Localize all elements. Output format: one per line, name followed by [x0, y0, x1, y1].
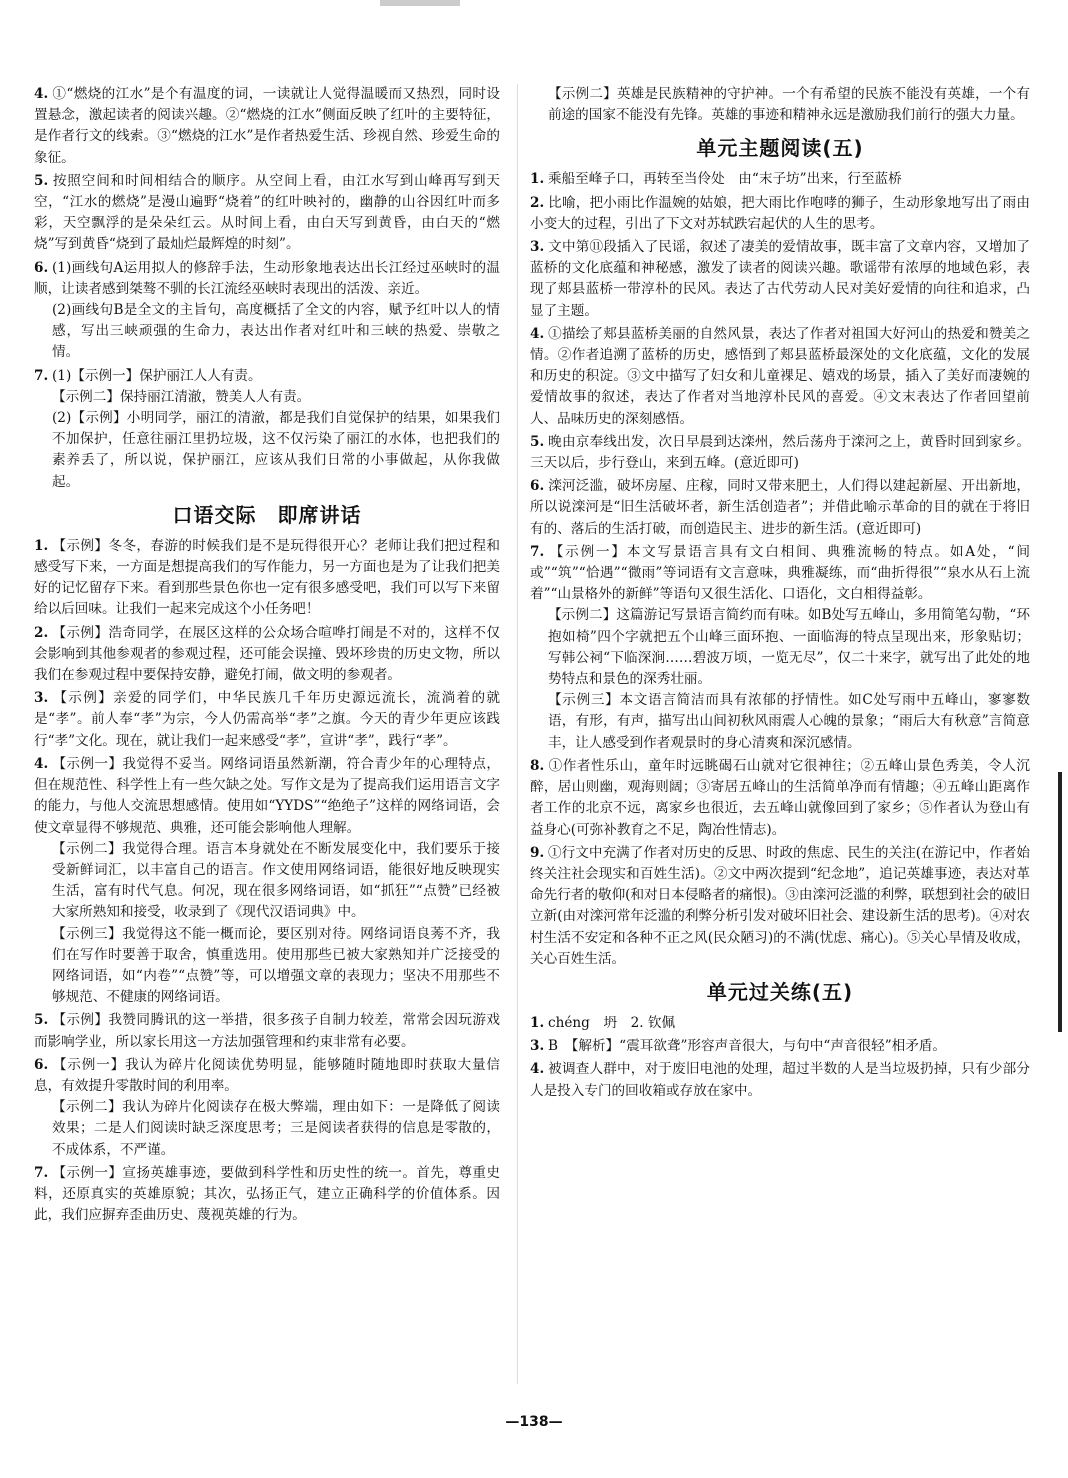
item-number: 2.	[34, 624, 49, 641]
answer-text: 【示例一】本文写景语言具有文白相间、典雅流畅的特点。如A处，“间或”“筑”“恰遇”“微雨”等词语有文言意味，典雅凝练，而“曲折得很”“泉水从石上流着”“山景格外的新鲜”等语句又很生活化、口语化，文白相得益彰。	[530, 543, 1030, 603]
answer-item	[34, 171, 500, 256]
answer-item	[34, 258, 500, 364]
answer-item	[530, 843, 1030, 970]
answer-item	[34, 1055, 500, 1161]
item-number: 4.	[34, 755, 49, 772]
answer-item	[34, 688, 500, 752]
answer-item	[530, 1059, 1030, 1101]
page-number: —138—	[505, 1414, 563, 1430]
section-title-unit-reading: 单元主题阅读(五)	[696, 136, 864, 161]
item-number: 8.	[530, 757, 545, 774]
answer-item	[530, 1013, 1030, 1034]
answer-text: 【示例】我赞同腾讯的这一举措，很多孩子自制力较差，常常会因玩游戏而影响学业，所以家长用这一方法加强管理和约束非常有必要。	[34, 1012, 500, 1050]
left-column	[34, 84, 500, 1228]
item-number: 7.	[34, 367, 49, 384]
item-number: 3.	[530, 1038, 545, 1055]
answer-text: (2)画线句B是全文的主旨句，高度概括了全文的内容，赋予红叶以人的情感，写出三峡顽强的生命力，表达出作者对红叶和三峡的热爱、崇敬之情。	[52, 302, 500, 361]
item-number: 3.	[530, 239, 545, 256]
item-number: 6.	[34, 259, 49, 276]
answer-text: 晚由京奉线出发，次日早晨到达滦州，然后荡舟于滦河之上，黄昏时回到家乡。三天以后，步行登山，来到五峰。(意近即可)	[530, 433, 1030, 472]
item-number: 7.	[530, 543, 545, 560]
item-number: 5.	[34, 172, 49, 189]
left-answer-list-a	[34, 84, 500, 493]
answer-text: 【示例三】本文语言简洁而具有浓郁的抒情性。如C处写雨中五峰山，寥寥数语，有形，有声，描写出山间初秋风雨震人心魄的景象；“雨后大有秋意”言简意丰，让人感受到作者观景时的身心清爽和深沉感情。	[548, 692, 1030, 751]
answer-text: ①作者性乐山，童年时远眺碣石山就对它很神往；②五峰山景色秀美，令人沉醉，居山则幽，观海则阔；③寄居五峰山的生活简单净而有情趣；④五峰山距离作者工作的北京不远，离家乡也很近，去五峰山就像回到了家乡；⑤作者认为登山有益身心(可弥补教育之不足，陶冶性情志)。	[530, 757, 1030, 838]
answer-text: (1)【示例一】保护丽江人人有责。	[52, 367, 262, 384]
answer-text: chéng 坍 2. 钦佩	[548, 1014, 676, 1031]
answer-item	[530, 542, 1030, 754]
answer-text: B 【解析】“震耳欲聋”形容声音很大，与句中“声音很轻”相矛盾。	[548, 1038, 947, 1055]
continued-example-text: 【示例二】英雄是民族精神的守护神。一个有希望的民族不能没有英雄，一个有前途的国家不能没有先锋。英雄的事迹和精神永远是激励我们前行的强大力量。	[548, 86, 1030, 124]
item-number: 1.	[530, 1014, 545, 1031]
answer-item	[34, 1010, 500, 1052]
answer-text: 【示例一】我觉得不妥当。网络词语虽然新潮，符合青少年的心理特点，但在规范性、科学性上有一些欠缺之处。写作文是为了提高我们运用语言文字的能力，与他人交流思想感情。使用如“YYDS”“绝绝子”这样的网络词语，会使文章显得不够规范、典雅，还可能会影响他人理解。	[34, 755, 500, 836]
answer-text: 【示例】冬冬，春游的时候我们是不是玩得很开心？老师让我们把过程和感受写下来，一方面是想提高我们的写作能力，另一方面也是为了让我们把美好的记忆留存下来。看到那些景色你也一定有很多感受吧，我们可以写下来留给以后回味。让我们一起来完成这个小任务吧！	[34, 537, 500, 618]
answer-item	[530, 193, 1030, 235]
item-number: 2.	[530, 194, 545, 211]
answer-text: ①描绘了郏县蓝桥美丽的自然风景，表达了作者对祖国大好河山的热爱和赞美之情。②作者追溯了蓝桥的历史，感悟到了郏县蓝桥最深处的文化底蕴，文化的发展和历史的积淀。③文中描写了妇女和儿童裸足、嬉戏的场景，插入了美好而凄婉的爱情故事的叙述，表达了作者对当地淳朴民风的喜爱。④文末表达了作者回望前人、品味历史的深刻感悟。	[530, 325, 1030, 427]
answer-item	[34, 84, 500, 169]
answer-item	[530, 169, 1030, 190]
scan-top-mark	[380, 0, 460, 6]
item-number: 1.	[530, 171, 545, 188]
answer-item	[34, 366, 500, 493]
answer-text: 被调查人群中，对于废旧电池的处理，超过半数的人是当垃圾扔掉，只有少部分人是投入专门的回收箱或存放在家中。	[530, 1061, 1030, 1099]
item-number: 5.	[530, 433, 545, 450]
answer-text: 文中第⑪段插入了民谣，叙述了凄美的爱情故事，既丰富了文章内容，又增加了蓝桥的文化底蕴和神秘感，激发了读者的阅读兴趣。歌谣带有浓厚的地域色彩，表现了郏县蓝桥一带淳朴的民风。表达了古代劳动人民对美好爱情的向往和追求，凸显了主题。	[530, 239, 1030, 319]
answer-text: 【示例二】我觉得合理。语言本身就处在不断发展变化中，我们要乐于接受新鲜词汇，以丰富自己的语言。作文使用网络词语，能很好地反映现实生活，富有时代气息。何况，现在很多网络词语，如“抓狂”“点赞”已经被大家所熟知和接受，收录到了《现代汉语词典》中。	[52, 840, 500, 921]
item-number: 4.	[530, 1061, 545, 1078]
answer-text: 乘船至峰子口，再转至当伶处 由“末子坊”出来，行至蓝桥	[548, 171, 902, 188]
answer-text: (1)画线句A运用拟人的修辞手法，生动形象地表达出长江经过巫峡时的温顺，让读者感到桀骜不驯的长江流经巫峡时表现出的活泼、亲近。	[34, 259, 500, 297]
item-number: 6.	[530, 478, 545, 495]
answer-text: 【示例一】宣扬英雄事迹，要做到科学性和历史性的统一。首先，尊重史料，还原真实的英雄原貌；其次，弘扬正气，建立正确科学的价值体系。因此，我们应摒弃歪曲历史、蔑视英雄的行为。	[34, 1164, 500, 1224]
right-column	[530, 84, 1030, 1104]
answer-item	[34, 754, 500, 1008]
answer-item	[530, 476, 1030, 540]
right-answer-list-a	[530, 169, 1030, 970]
section-title-oral-communication: 口语交际 即席讲话	[172, 502, 362, 527]
item-number: 4.	[530, 325, 545, 342]
answer-text: 【示例】亲爱的同学们，中华民族几千年历史源远流长，流淌着的就是“孝”。前人奉“孝”为宗，今人仍需高举“孝”之旗。今天的青少年更应该践行“孝”文化。现在，就让我们一起来感受“孝”，宣讲“孝”，践行“孝”。	[34, 690, 500, 749]
continued-example	[530, 84, 1030, 126]
item-number: 7.	[34, 1164, 49, 1181]
answer-text: ①“燃烧的江水”是个有温度的词，一读就让人觉得温暖而又热烈，同时设置悬念，激起读者的阅读兴趣。②“燃烧的江水”侧面反映了红叶的主要特征，是作者行文的线索。③“燃烧的江水”是作者热爱生活、珍视自然、珍爱生命的象征。	[34, 86, 500, 166]
page-edge-tab	[1058, 772, 1062, 1032]
answer-text: 【示例一】我认为碎片化阅读优势明显，能够随时随地即时获取大量信息，有效提升零散时间的利用率。	[34, 1056, 500, 1094]
section-title-unit-test: 单元过关练(五)	[706, 979, 854, 1004]
item-number: 3.	[34, 690, 49, 707]
answer-text: 比喻，把小雨比作温婉的姑娘，把大雨比作咆哮的狮子，生动形象地写出了雨由小变大的过程，引出了下文对苏轼跌宕起伏的人生的思考。	[530, 194, 1030, 232]
answer-text: (2)【示例】小明同学，丽江的清澈，都是我们自觉保护的结果，如果我们不加保护，任意往丽江里扔垃圾，这不仅污染了丽江的水体，也把我们的素养丢了，所以说，保护丽江，应该从我们日常的小事做起，从你我做起。	[52, 410, 500, 490]
item-number: 4.	[34, 86, 49, 102]
answer-item	[530, 756, 1030, 841]
answer-item	[34, 536, 500, 621]
answer-text: 【示例二】我认为碎片化阅读存在极大弊端，理由如下：一是降低了阅读效果；二是人们阅读时缺乏深度思考；三是阅读者获得的信息是零散的，不成体系，不严谨。	[52, 1099, 500, 1158]
item-number: 9.	[530, 844, 545, 861]
answer-item	[34, 1163, 500, 1227]
answer-text: ①行文中充满了作者对历史的反思、时政的焦虑、民生的关注(在游记中，作者始终关注社会现实和百姓生活)。②文中两次提到“纪念地”，追记英雄事迹，表达对革命先行者的敬仰(和对日本侵略者的痛恨)。③由滦河泛滥的利弊，联想到社会的破旧立新(由对滦河常年泛滥的利弊分析引发对破坏旧社会、建设新生活的思考)。④对农村生活不安定和各种不正之风(民众陋习)的不满(忧虑、痛心)。⑤关心旱情及收成，关心百姓生活。	[530, 844, 1030, 967]
answer-item	[530, 324, 1030, 430]
left-answer-list-b	[34, 536, 500, 1227]
answer-text: 【示例】浩奇同学，在展区这样的公众场合喧哗打闹是不对的，这样不仅会影响到其他参观者的参观过程，还可能会误撞、毁坏珍贵的历史文物，所以我们在参观过程中要保持安静，避免打闹，做文明的参观者。	[34, 624, 500, 684]
answer-text: 滦河泛滥，破坏房屋、庄稼，同时又带来肥土，人们得以建起新屋、开出新地，所以说滦河是“旧生活破坏者，新生活创造者”；并借此喻示革命的目的就在于将旧有的、落后的生活打破，而创造民主、进步的新生活。(意近即可)	[530, 478, 1030, 537]
answer-text: 【示例三】我觉得这不能一概而论，要区别对待。网络词语良莠不齐，我们在写作时要善于取舍，慎重选用。使用那些已被大家熟知并广泛接受的网络词语，如“内卷”“点赞”等，可以增强文章的表现力；坚决不用那些不够规范、不健康的网络词语。	[52, 925, 500, 1006]
item-number: 5.	[34, 1012, 49, 1029]
answer-text: 【示例二】保持丽江清澈，赞美人人有责。	[52, 388, 311, 405]
answer-item	[34, 623, 500, 687]
answer-text: 按照空间和时间相结合的顺序。从空间上看，由江水写到山峰再写到天空，“江水的燃烧”是漫山遍野“烧着”的红叶映衬的，幽静的山谷因红叶而多彩，天空飘浮的是朵朵红云。从时间上看，由白天写到黄昏，由白天的“燃烧”写到黄昏“烧到了最灿烂最辉煌的时刻”。	[34, 172, 500, 253]
answer-text: 【示例二】这篇游记写景语言简约而有味。如B处写五峰山，多用简笔勾勒，“环抱如椅”四个字就把五个山峰三面环抱、一面临海的特点呈现出来，形象贴切；写韩公祠“下临深涧……碧波万顷，一览无尽”，仅二十来字，就写出了此处的地势特点和景色的深秀壮丽。	[548, 607, 1030, 688]
answer-item	[530, 1036, 1030, 1057]
item-number: 6.	[34, 1056, 49, 1073]
item-number: 1.	[34, 537, 49, 554]
right-answer-list-b	[530, 1013, 1030, 1102]
answer-item	[530, 237, 1030, 322]
answer-item	[530, 432, 1030, 474]
column-divider	[517, 84, 518, 1384]
